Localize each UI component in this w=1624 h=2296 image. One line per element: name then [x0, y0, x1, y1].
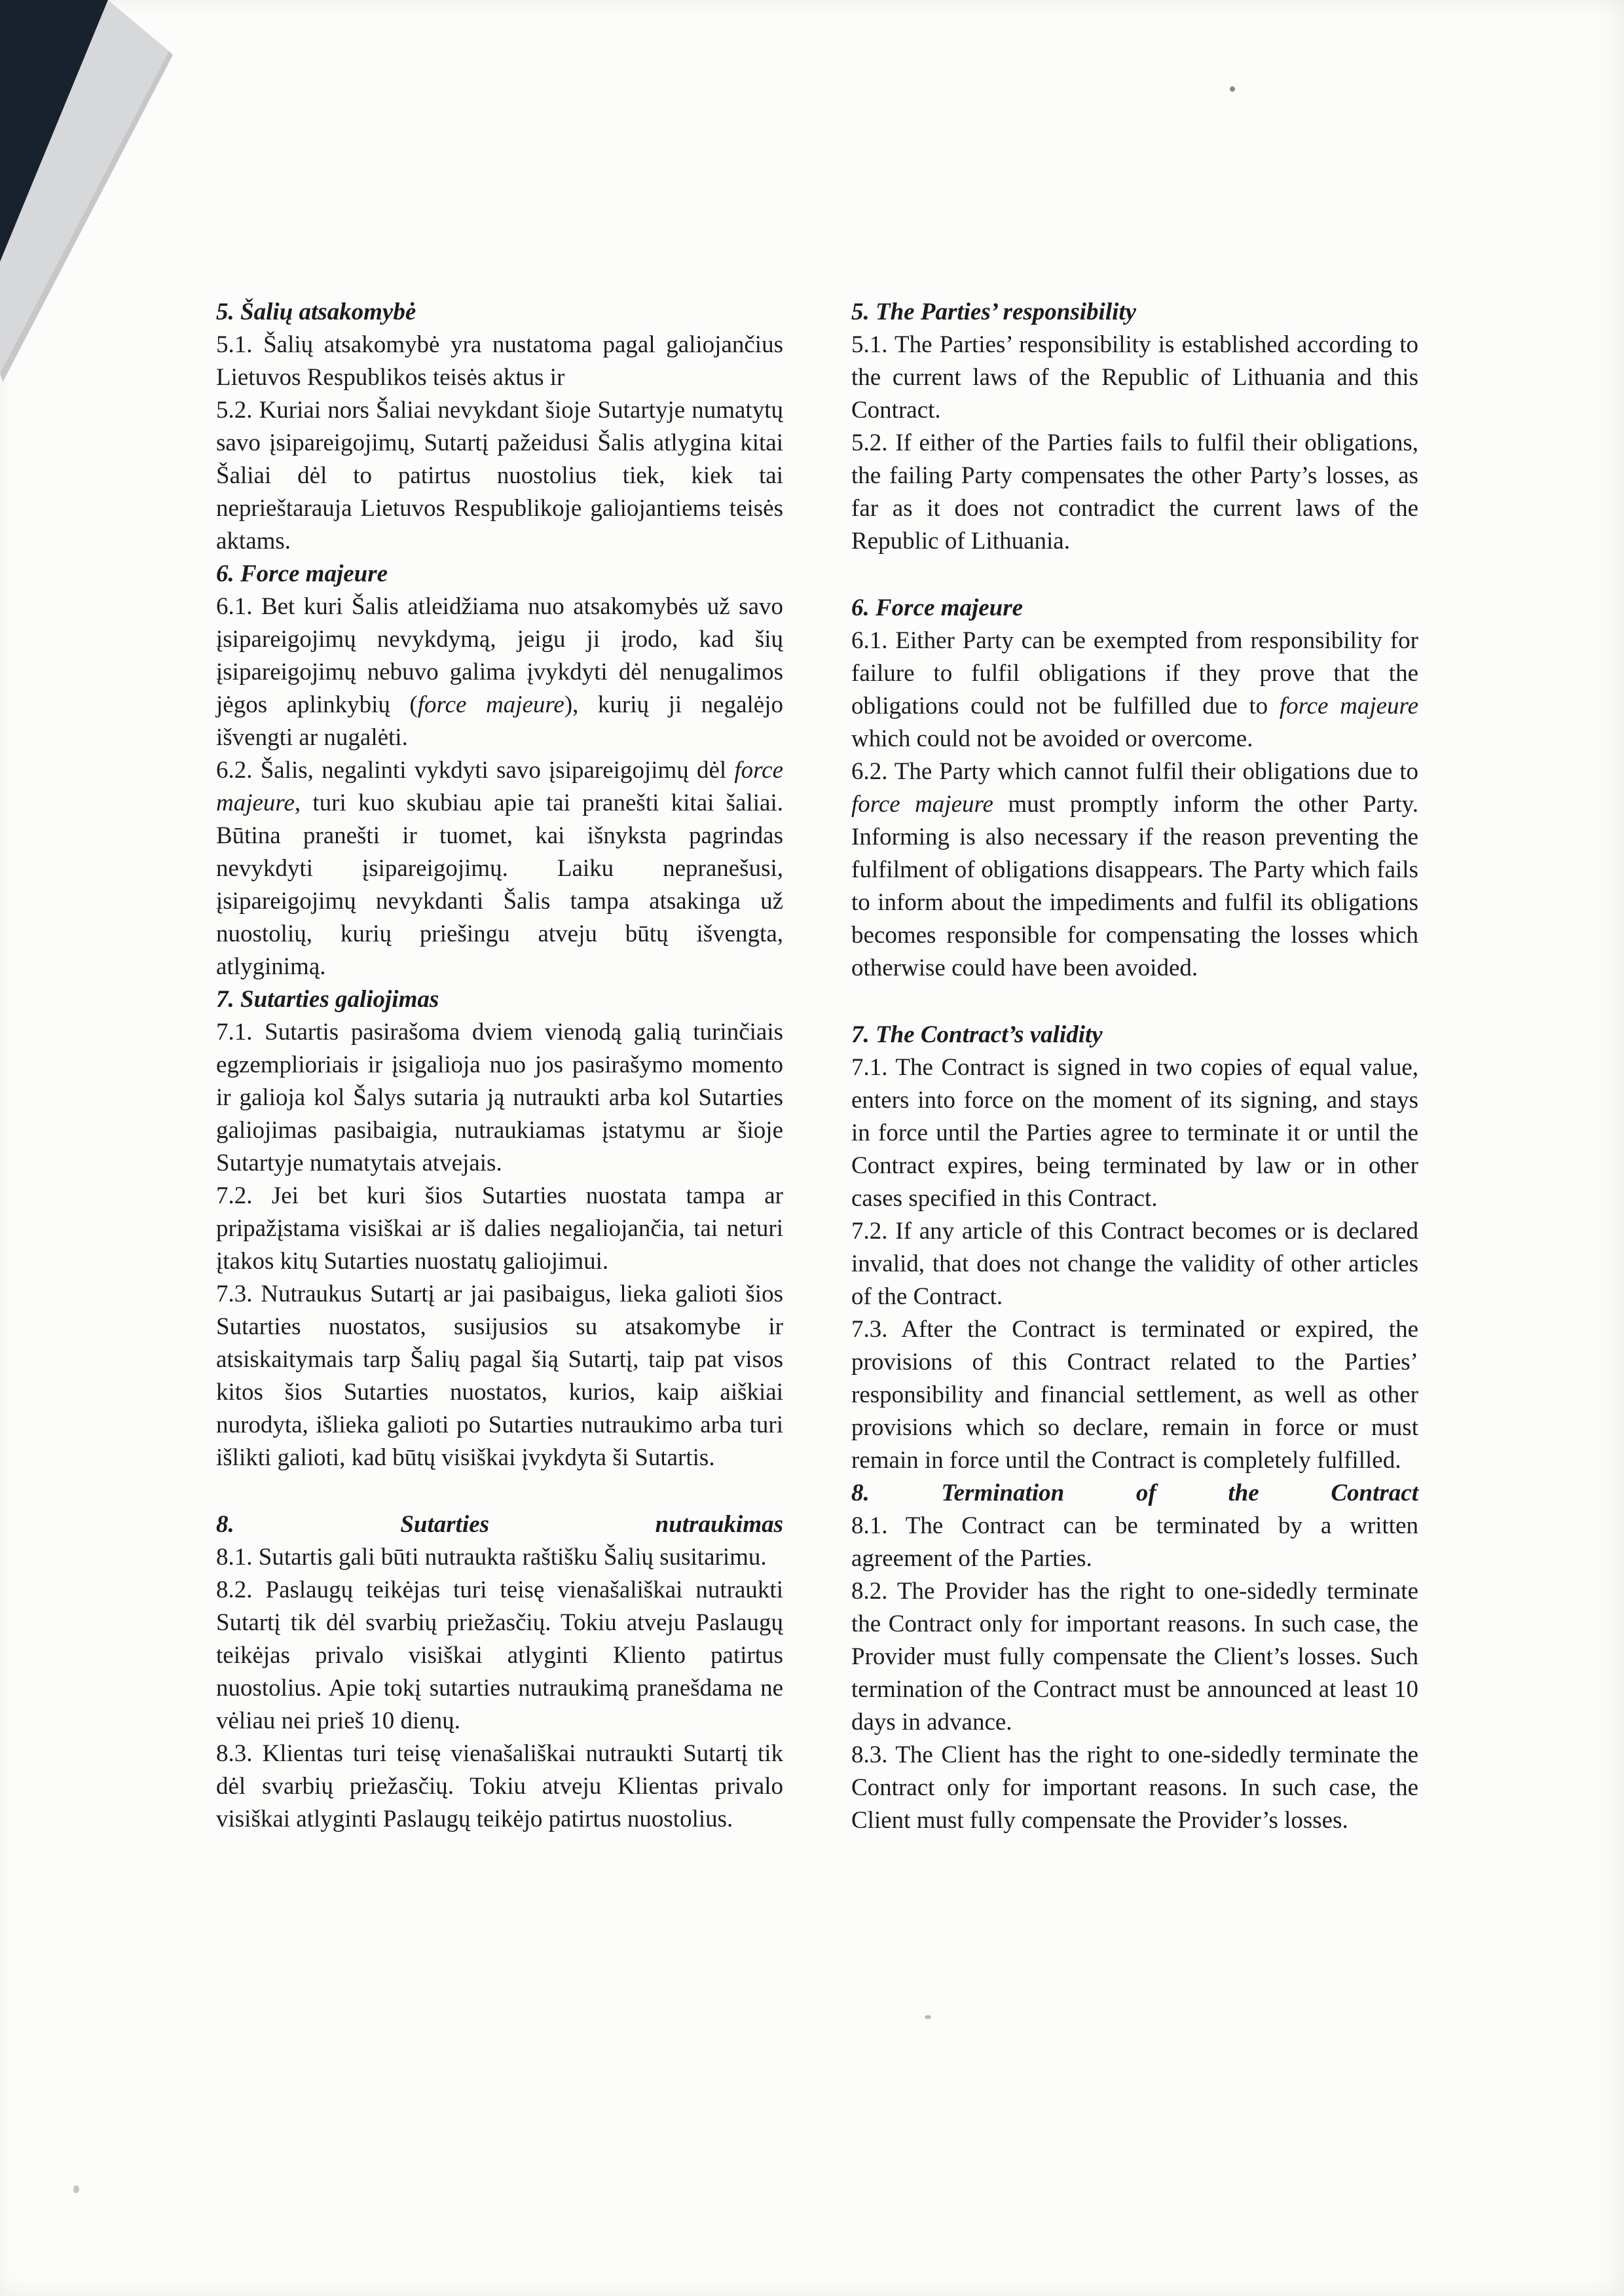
section-heading: [216, 1508, 783, 1541]
clause-text: ), kurių ji negalėjo išvengti ar nugalėti.: [216, 691, 783, 751]
clause-text: 8.2. The Provider has the right to one-sidedly terminate the Contract only for important reasons. In such case, the Provider must fully compensate the Client’s losses. Such termination of the Contract must be announced at least 10 days in advance.: [851, 1578, 1418, 1736]
contract-section: [851, 296, 1418, 558]
contract-section: [216, 296, 783, 558]
clause-text: which could not be avoided or overcome.: [851, 725, 1253, 752]
section-heading-word: Sutarties: [400, 1511, 490, 1538]
section-heading-word: Termination: [941, 1480, 1065, 1506]
scan-speck: [1230, 86, 1235, 92]
section-heading: 5. The Parties’ responsibility: [851, 299, 1137, 325]
clause-text: 6.1. Either Party can be exempted from responsibility for failure to fulfil obligations if they prove that the obligations could not be fulfilled due to: [851, 627, 1418, 720]
clause-text: must promptly inform the other Party. Informing is also necessary if the reason preventing the fulfilment of obligations disappears. The Party which fails to inform about the impediments and fulfil its obligations becomes responsible for compensating the losses which otherwise could have been avoided.: [851, 791, 1418, 981]
contract-clause: [851, 1739, 1418, 1837]
contract-clause: [851, 1313, 1418, 1477]
clause-text: 8.3. Klientas turi teisę vienašališkai nutraukti Sutartį tik dėl svarbių priežasčių. Tokiu atveju Klientas privalo visiškai atlyginti Paslaugų teikėjo patirtus nuostolius.: [216, 1740, 783, 1832]
section-heading: 6. Force majeure: [851, 594, 1024, 621]
clause-text: 7.2. Jei bet kuri šios Sutarties nuostata tampa ar pripažįstama visiškai ar iš dalies negaliojančia, tai neturi įtakos kitų Sutarties nuostatų galiojimui.: [216, 1182, 783, 1275]
contract-clause: [851, 1575, 1418, 1739]
contract-clause: [216, 754, 783, 983]
contract-clause: [216, 591, 783, 754]
left-column-lithuanian: [216, 296, 783, 1837]
section-heading: 6. Force majeure: [216, 560, 388, 587]
clause-text: 7.3. Nutraukus Sutartį ar jai pasibaigus, lieka galioti šios Sutarties nuostatos, susijusios su atsakomybe ir atsiskaitymais tarp Šalių pagal šią Sutartį, taip pat visos kitos šios Sutarties nuostatos, kurios, kaip aiškiai nurodyta, išlieka galioti po Sutarties nutraukimo arba turi išlikti galioti, kad būtų visiškai įvykdyta ši Sutartis.: [216, 1281, 783, 1471]
contract-clause: [216, 1278, 783, 1474]
contract-clause: [851, 427, 1418, 558]
section-heading-word: nutraukimas: [655, 1511, 783, 1538]
contract-section: [851, 1477, 1418, 1837]
contract-section: [216, 558, 783, 983]
clause-text-italic: force majeure: [1279, 693, 1418, 720]
scan-speck: [925, 2015, 931, 2019]
clause-text-italic: force majeure: [216, 757, 783, 816]
contract-section: [216, 1508, 783, 1836]
clause-text: 6.2. Šalis, negalinti vykdyti savo įsipareigojimų dėl: [216, 757, 735, 784]
contract-section: [216, 983, 783, 1474]
clause-text: 7.1. The Contract is signed in two copies of equal value, enters into force on the moment of its signing, and stays in force until the Parties agree to terminate it or until the Contract expires, being terminated by law or in other cases specified in this Contract.: [851, 1054, 1418, 1212]
clause-text: 8.1. The Contract can be terminated by a written agreement of the Parties.: [851, 1512, 1418, 1572]
section-heading-word: 8.: [216, 1511, 234, 1538]
section-heading: 7. Sutarties galiojimas: [216, 986, 439, 1013]
clause-text: 5.2. Kuriai nors Šaliai nevykdant šioje Sutartyje numatytų savo įsipareigojimų, Sutartį pažeidusi Šalis atlygina kitai Šaliai dėl to patirtus nuostolius tiek, kiek tai neprieštarauja Lietuvos Respublikoje galiojantiems teisės aktams.: [216, 397, 783, 555]
contract-clause: [851, 1215, 1418, 1313]
contract-body: [216, 296, 1418, 1837]
section-heading-word: of: [1135, 1480, 1156, 1506]
contract-clause: [851, 756, 1418, 985]
scan-speck: [73, 2185, 79, 2193]
contract-section: [851, 1019, 1418, 1477]
section-heading: 5. Šalių atsakomybė: [216, 299, 416, 325]
right-column-english: [851, 296, 1418, 1837]
section-heading-word: the: [1228, 1480, 1259, 1506]
contract-clause: [216, 1574, 783, 1738]
clause-text: 5.1. The Parties’ responsibility is established according to the current laws of the Republic of Lithuania and this Contract.: [851, 331, 1418, 424]
clause-text: 6.2. The Party which cannot fulfil their obligations due to: [851, 758, 1418, 785]
contract-clause: [851, 625, 1418, 756]
contract-clause: [216, 1541, 783, 1574]
clause-text: 7.1. Sutartis pasirašoma dviem vienodą galią turinčiais egzemplioriais ir įsigalioja nuo jos pasirašymo momento ir galioja kol Šalys sutaria ją nutraukti arba kol Sutarties galiojimas pasibaigia, nutraukiamas įstatymu ar šioje Sutartyje numatytais atvejais.: [216, 1019, 783, 1176]
section-heading: 7. The Contract’s validity: [851, 1021, 1103, 1048]
clause-text: 5.1. Šalių atsakomybė yra nustatoma pagal galiojančius Lietuvos Respublikos teisės aktus ir: [216, 331, 783, 391]
contract-clause: [851, 1051, 1418, 1215]
clause-text: 8.1. Sutartis gali būti nutraukta raštišku Šalių susitarimu.: [216, 1544, 767, 1571]
contract-clause: [216, 1738, 783, 1836]
section-heading-word: 8.: [851, 1480, 870, 1506]
clause-text: , turi kuo skubiau apie tai pranešti kitai šaliai. Būtina pranešti ir tuomet, kai išnyksta pagrindas nevykdyti įsipareigojimų. Laiku nepranešusi, įsipareigojimų nevykdanti Šalis tampa atsakinga už nuostolių, kurių priešingu atveju būtų išvengta, atlyginimą.: [216, 790, 783, 980]
clause-text: 7.3. After the Contract is terminated or expired, the provisions of this Contract related to the Parties’ responsibility and financial settlement, as well as other provisions which so declare, remain in force or must remain in force until the Contract is completely fulfilled.: [851, 1316, 1418, 1474]
clause-text: 7.2. If any article of this Contract becomes or is declared invalid, that does not change the validity of other articles of the Contract.: [851, 1218, 1418, 1310]
clause-text-italic: force majeure: [851, 791, 993, 818]
clause-text-italic: force majeure: [417, 691, 564, 718]
section-heading-word: Contract: [1331, 1480, 1418, 1506]
contract-clause: [216, 394, 783, 558]
contract-clause: [851, 329, 1418, 427]
contract-clause: [216, 1180, 783, 1278]
contract-clause: [216, 1016, 783, 1180]
contract-clause: [216, 329, 783, 394]
clause-text: 6.1. Bet kuri Šalis atleidžiama nuo atsakomybės už savo įsipareigojimų nevykdymą, jeigu ji įrodo, kad šių įsipareigojimų nebuvo galima įvykdyti dėl nenugalimos jėgos aplinkybių (: [216, 593, 783, 718]
clause-text: 8.3. The Client has the right to one-sidedly terminate the Contract only for important reasons. In such case, the Client must fully compensate the Provider’s losses.: [851, 1741, 1418, 1834]
clause-text: 5.2. If either of the Parties fails to fulfil their obligations, the failing Party compensates the other Party’s losses, as far as it does not contradict the current laws of the Republic of Lithuania.: [851, 429, 1418, 555]
section-heading: [851, 1477, 1418, 1510]
contract-section: [851, 592, 1418, 985]
clause-text: 8.2. Paslaugų teikėjas turi teisę vienašališkai nutraukti Sutartį tik dėl svarbių priežasčių. Tokiu atveju Paslaugų teikėjas privalo visiškai atlyginti Kliento patirtus nuostolius. Apie tokį sutarties nutraukimą pranešdama ne vėliau nei prieš 10 dienų.: [216, 1576, 783, 1734]
contract-clause: [851, 1510, 1418, 1575]
